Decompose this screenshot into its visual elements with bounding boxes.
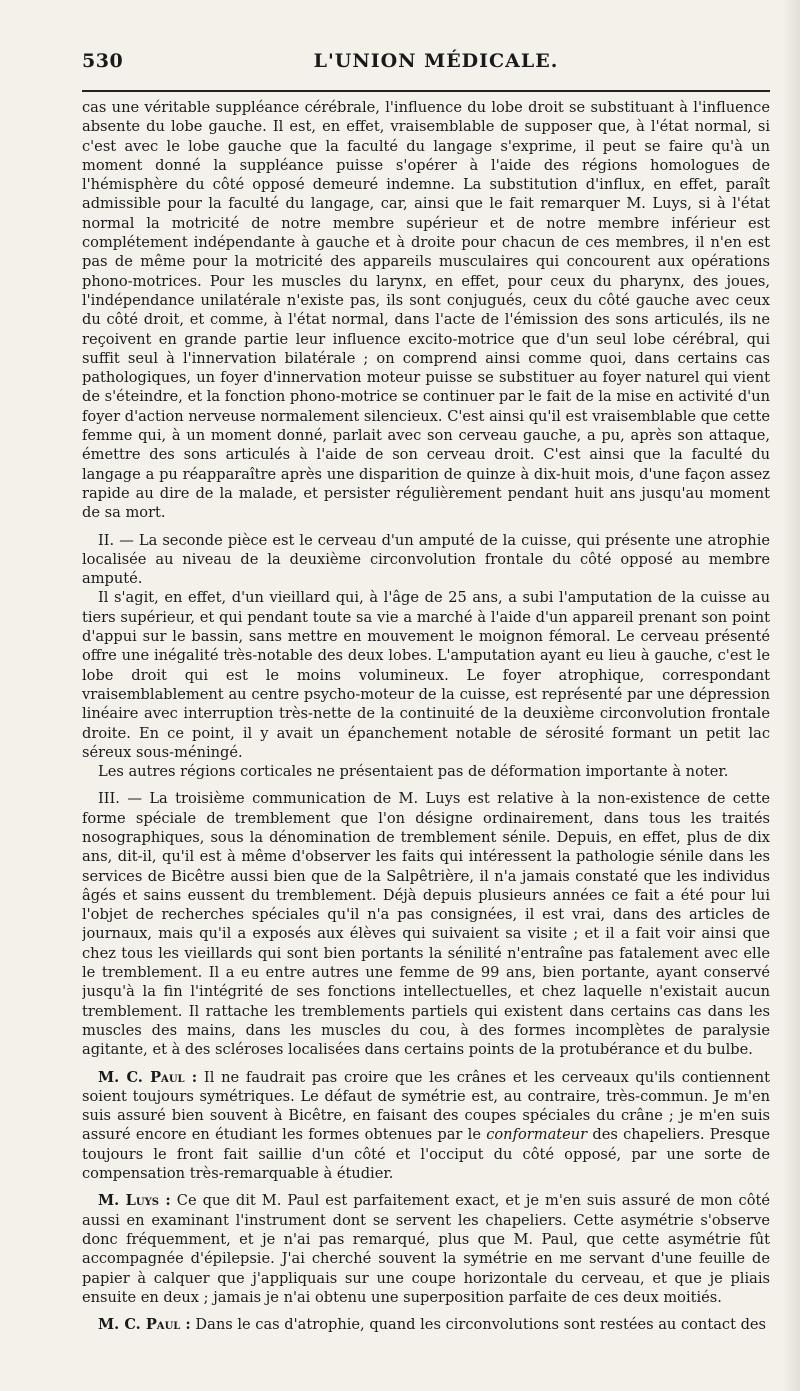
paragraph-case-continuation: cas une véritable suppléance cérébrale, l'influence du lobe droit se substituant à l'influence absente du lobe gauche. Il est, en effet, vraisemblable de supposer que, à l'état normal, si c'est avec le lobe gauche que la faculté du langage s'exprime, il peut se faire qu'à un moment donné la suppléance puisse s'opérer à l'aide des régions homologues de l'hémisphère du côté opposé demeuré indemne. La substitution d'influx, en effet, paraît admissible pour la faculté du langage, car, ainsi que le fait remarquer M. Luys, si à l'état normal la motricité de notre membre supérieur et de notre membre inférieur est complétement indépendante à gauche et à droite pour chacun de ces membres, il n'en est pas de même pour la motricité des appareils musculaires qui concourent aux opérations phono-motrices. Pour les muscles du larynx, en effet, pour ceux du pharynx, des joues, l'indépendance unilatérale n'existe pas, ils sont conjugués, ceux du côté gauche avec ceux du côté droit, et comme, à l'état normal, dans l'acte de l'émission des sons articulés, ils ne reçoivent en grande partie leur influence excito-motrice que d'un seul lobe cérébral, qui suffit seul à l'innervation bilatérale ; on comprend ainsi comme quoi, dans certains cas pathologiques, un foyer d'innervation moteur puisse se substituer au foyer naturel qui vient de s'éteindre, et la fonction phono-motrice se continuer par le fait de la mise en activité d'un foyer d'action nerveuse normalement silencieux. C'est ainsi qu'il est vraisemblable que cette femme qui, à un moment donné, parlait avec son cerveau gauche, a pu, après son attaque, émettre des sons articulés à l'aide de son cerveau droit. C'est ainsi que la faculté du langage a pu réapparaître après une disparition de quinze à dix-huit mois, d'une façon assez rapide au dire de la malade, et persister régulièrement pendant huit ans jusqu'au moment de sa mort. bbox=[82, 99, 770, 522]
italic-term: conformateur bbox=[486, 1126, 588, 1144]
paragraph-section-iii: III. — La troisième communication de M. Luys est relative à la non-existence de cette forme spéciale de tremblement que l'on désigne ordinairement, dans tous les traités nosographiques, sous la dénomination de tremblement sénile. Depuis, en effet, plus de dix ans, dit-il, qu'il est à même d'observer les faits qui intéressent la pathologie sénile dans les services de Bicêtre aussi bien que de la Salpêtrière, il n'a jamais constaté que les individus âgés et sains eussent du tremblement. Déjà depuis plusieurs années ce fait a été pour lui l'objet de recherches spéciales qu'il n'a pas consignées, il est vrai, dans des articles de journaux, mais qu'il a exposés aux élèves qui suivaient sa visite ; et il a fait voir ainsi que chez tous les vieillards qui sont bien portants la sénilité n'entraîne pas fatalement avec elle le tremblement. Il a eu entre autres une femme de 99 ans, bien portante, ayant conservé jusqu'à la fin l'intégrité de ses fonctions intellectuelles, et chez laquelle n'existait aucun tremblement. Il rattache les tremblements partiels qui existent dans certains cas dans les muscles des mains, dans les muscles du cou, à des formes incomplètes de paralysie agitante, et à des scléroses localisées dans certains points de la protubérance et du bulbe. bbox=[82, 790, 770, 1059]
paragraph-text: Ce que dit M. Paul est parfaitement exact, et je m'en suis assuré de mon côté aussi en examinant l'instrument dont se servent les chapeliers. Cette asymétrie s'observe donc fréquemment, et je n'ai pas remarqué, plus que M. Paul, que cette asymétrie fût accompagnée d'épilepsie. J'ai cherché souvent la symétrie en me servant d'une feuille de papier à calquer que j'appliquais sur une coupe horizontale du cerveau, et que je pliais ensuite en deux ; jamais je n'ai obtenu une superposition parfaite de ces deux moitiés. bbox=[82, 1192, 770, 1306]
paragraph-amputee-case: Il s'agit, en effet, d'un vieillard qui, à l'âge de 25 ans, a subi l'amputation de la cuisse au tiers supérieur, et qui pendant toute sa vie a marché à l'aide d'un appareil prenant son point d'appui sur le bassin, sans mettre en mouvement le moignon fémoral. Le cerveau présenté offre une inégalité très-notable des deux lobes. L'amputation ayant eu lieu à gauche, c'est le lobe droit qui est le moins volumineux. Le foyer atrophique, correspondant vraisemblablement au centre psycho-moteur de la cuisse, est représenté par une dépression linéaire avec interruption très-nette de la continuité de la deuxième circonvolution frontale droite. En ce point, il y avait un épanchement notable de sérosité formant un petit lac séreux sous-méningé. bbox=[82, 589, 770, 761]
paragraph-text-after: des chapeliers. Presque toujours le front fait saillie d'un côté et l'occiput du côté opposé, par une sorte de compensation très-remarquable à étudier. bbox=[82, 1126, 770, 1183]
page-number: 530 bbox=[82, 50, 124, 72]
speaker-name: M. C. Paul : bbox=[98, 1068, 198, 1086]
running-title: L'UNION MÉDICALE. bbox=[313, 50, 559, 72]
page-header bbox=[82, 44, 770, 84]
page-edge-shadow bbox=[782, 0, 800, 1391]
header-rule bbox=[82, 90, 770, 92]
paragraph-paul-remark bbox=[82, 1068, 770, 1184]
paragraph-luys-reply bbox=[82, 1191, 770, 1307]
paragraph-paul-atrophy bbox=[82, 1315, 770, 1334]
paragraph-other-regions: Les autres régions corticales ne présentaient pas de déformation importante à noter. bbox=[98, 763, 729, 781]
paragraph-text: Dans le cas d'atrophie, quand les circonvolutions sont restées au contact des bbox=[190, 1316, 767, 1334]
article-body bbox=[82, 98, 770, 1334]
paragraph-section-ii: II. — La seconde pièce est le cerveau d'un amputé de la cuisse, qui présente une atrophie localisée au niveau de la deuxième circonvolution frontale du côté opposé au membre amputé. bbox=[82, 531, 770, 588]
speaker-name: M. C. Paul : bbox=[98, 1316, 191, 1334]
paragraph-text: Il ne faudrait pas croire que les crânes et les cerveaux qu'ils contiennent soient toujours symétriques. Le défaut de symétrie est, au contraire, très-commun. Je m'en suis assuré bien souvent à Bicêtre, en faisant des coupes spéciales du crâne ; je m'en suis assuré encore en étudiant les formes obtenues par le bbox=[82, 1068, 770, 1144]
speaker-name: M. Luys : bbox=[98, 1192, 171, 1210]
